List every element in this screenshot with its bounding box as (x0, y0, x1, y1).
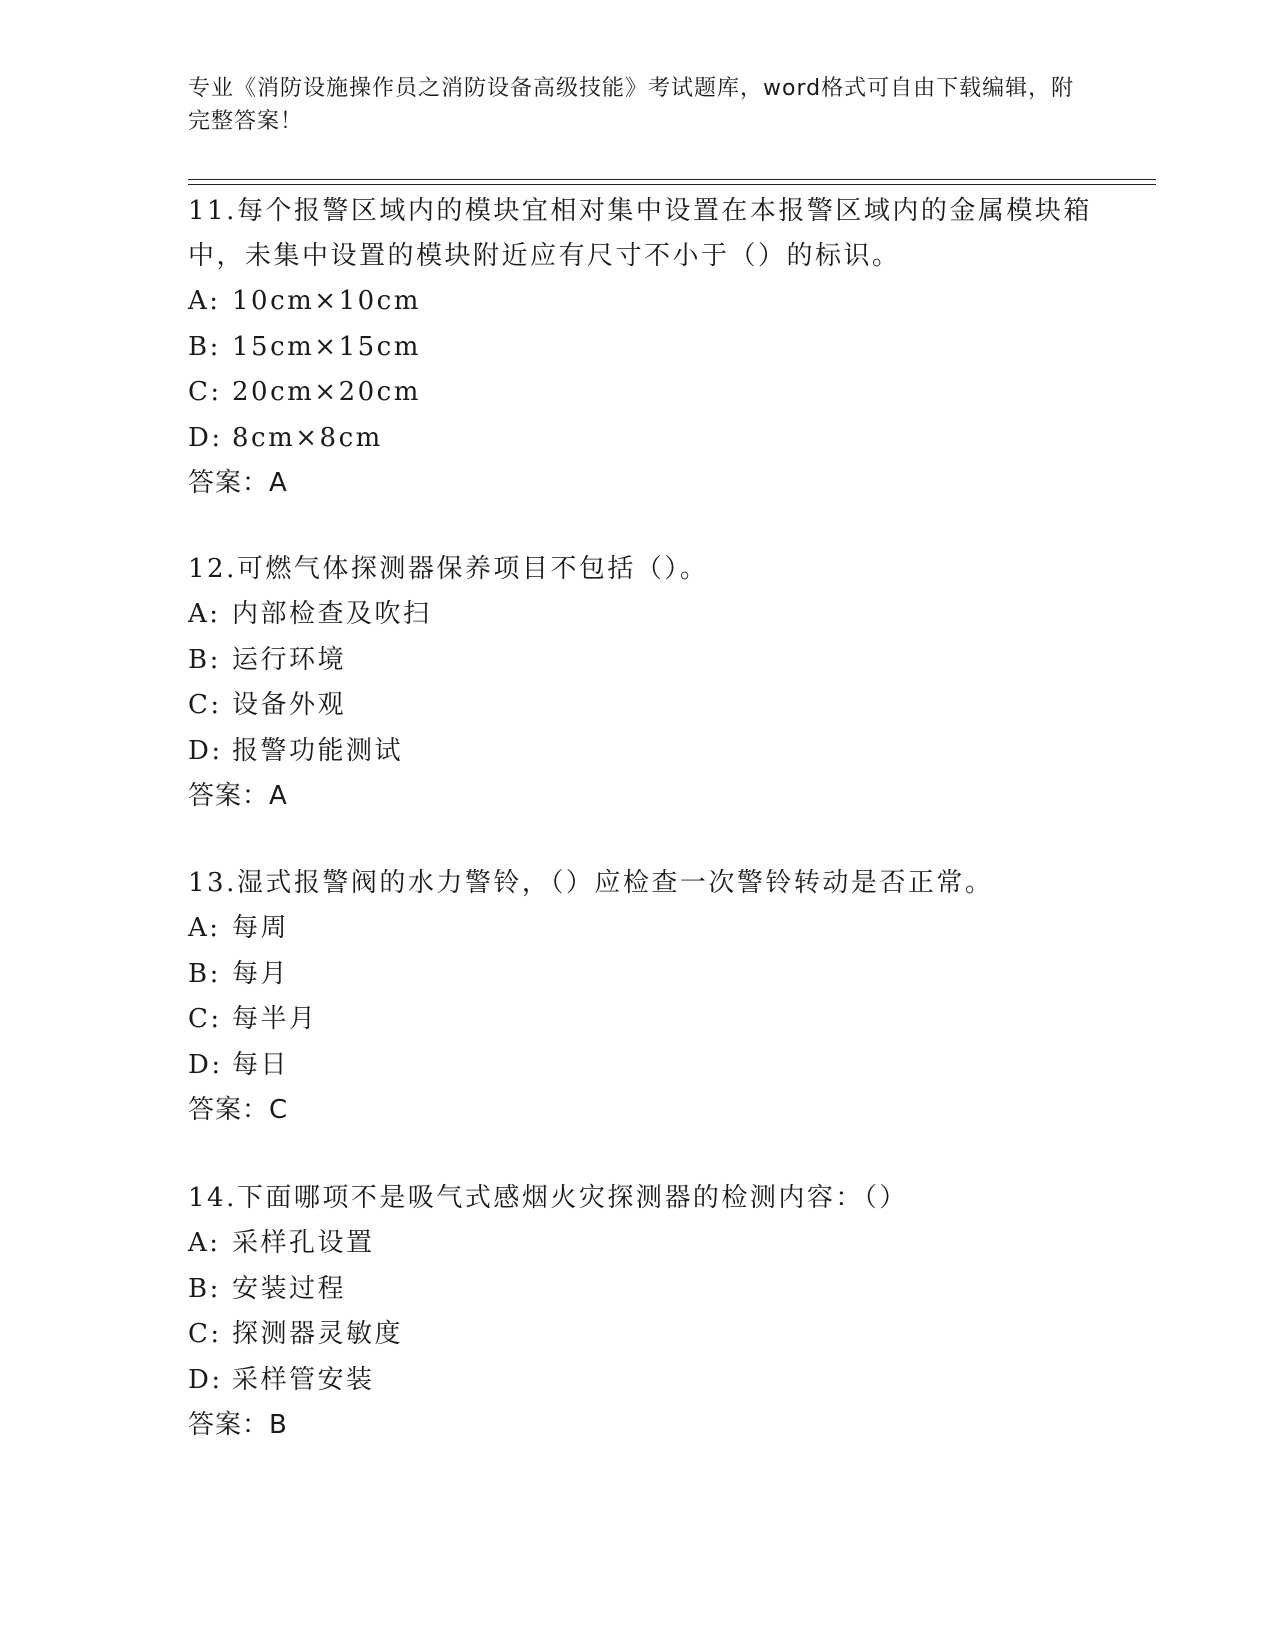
option-text: 20cm×20cm (232, 377, 421, 407)
option-letter: D: (188, 422, 223, 453)
option-letter: A: (188, 599, 221, 629)
header-divider-bottom (188, 184, 1156, 185)
option-a (188, 592, 1108, 638)
option-letter: B: (188, 1273, 221, 1304)
option-d (188, 1043, 1108, 1089)
option-letter: C: (188, 377, 222, 407)
option-a (188, 906, 1108, 952)
option-letter: B: (188, 958, 221, 989)
header-divider-top (188, 179, 1156, 180)
option-b (188, 952, 1108, 998)
option-b (188, 638, 1108, 684)
option-a (188, 1221, 1108, 1267)
option-text: 内部检查及吹扫 (232, 599, 432, 629)
option-text: 每月 (232, 958, 290, 989)
answer-label: 答案：C (188, 1095, 289, 1125)
option-letter: D: (188, 1364, 223, 1395)
option-d (188, 416, 1108, 462)
option-text: 15cm×15cm (232, 331, 421, 362)
question-12 (188, 547, 1108, 818)
option-text: 安装过程 (232, 1273, 347, 1304)
option-c (188, 370, 1108, 416)
question-13 (188, 861, 1108, 1132)
option-text: 每半月 (232, 1004, 318, 1034)
option-letter: B: (188, 331, 221, 362)
document-header: 专业《消防设施操作员之消防设备高级技能》考试题库，word格式可自由下载编辑，附完整答案！ (188, 76, 1075, 134)
option-c (188, 997, 1108, 1043)
option-letter: C: (188, 1004, 222, 1034)
answer-label: 答案：A (188, 468, 288, 498)
option-text: 每周 (232, 913, 290, 943)
question-14 (188, 1176, 1108, 1447)
option-c (188, 1312, 1108, 1358)
question-stem: 14.下面哪项不是吸气式感烟火灾探测器的检测内容：（） (188, 1183, 908, 1213)
option-letter: D: (188, 735, 223, 766)
option-text: 采样孔设置 (232, 1228, 375, 1258)
answer-label: 答案：A (188, 781, 288, 811)
option-text: 10cm×10cm (232, 286, 421, 316)
question-stem: 11.每个报警区域内的模块宜相对集中设置在本报警区域内的金属模块箱中，未集中设置的模块附近应有尺寸不小于（）的标识。 (188, 196, 1092, 271)
option-letter: C: (188, 690, 222, 720)
option-letter: D: (188, 1049, 223, 1080)
question-stem: 13.湿式报警阀的水力警铃，（）应检查一次警铃转动是否正常。 (188, 868, 994, 898)
answer-label: 答案：B (188, 1410, 288, 1440)
option-text: 每日 (232, 1049, 290, 1080)
option-d (188, 1358, 1108, 1404)
option-letter: A: (188, 1228, 221, 1258)
question-stem: 12.可燃气体探测器保养项目不包括（）。 (188, 554, 709, 584)
option-text: 探测器灵敏度 (232, 1319, 404, 1349)
option-text: 设备外观 (232, 690, 347, 720)
option-letter: C: (188, 1319, 222, 1349)
option-letter: B: (188, 644, 221, 675)
question-11 (188, 189, 1108, 505)
option-b (188, 325, 1108, 371)
option-letter: A: (188, 286, 221, 316)
option-c (188, 683, 1108, 729)
option-text: 8cm×8cm (232, 422, 383, 453)
option-d (188, 729, 1108, 775)
option-letter: A: (188, 913, 221, 943)
option-text: 报警功能测试 (232, 735, 404, 766)
option-b (188, 1267, 1108, 1313)
option-text: 采样管安装 (232, 1364, 375, 1395)
option-text: 运行环境 (232, 644, 347, 675)
option-a (188, 279, 1108, 325)
